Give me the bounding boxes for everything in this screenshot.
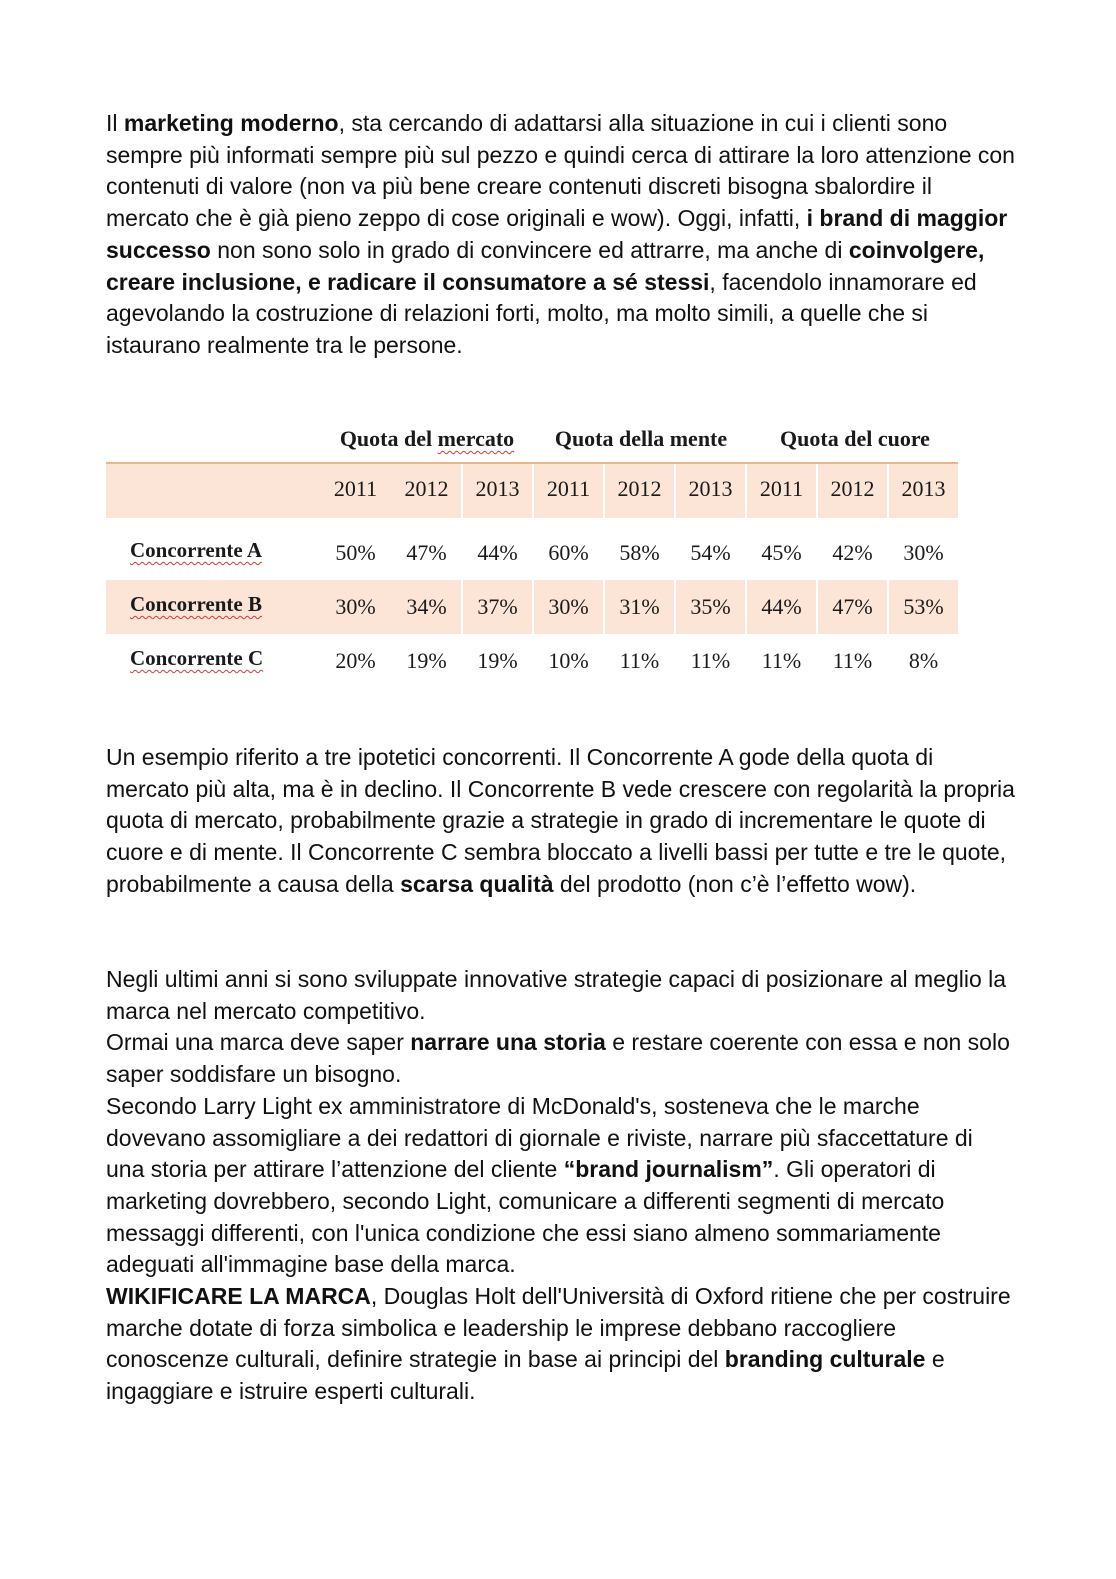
wikificare-line: WIKIFICARE LA MARCA, Douglas Holt dell'Università di Oxford ritiene che per costruire marche dotate di forza simbolica e leadership le imprese debbano raccogliere conoscenze culturali, definire strategie in base ai principi del branding culturale e ingaggiare e istruire esperti culturali. (106, 1283, 1011, 1405)
year-cell: 2011 (759, 476, 804, 501)
storytelling-line: Ormai una marca deve saper narrare una storia e restare coerente con essa e non solo saper soddisfare un bisogno. (106, 1029, 1010, 1088)
table-group-header (106, 418, 958, 462)
value-cell: 30% (335, 594, 376, 619)
row-label: Concorrente A (130, 538, 262, 562)
value-cell: 35% (690, 594, 731, 619)
value-cell: 11% (832, 648, 873, 673)
text-run: non sono solo in grado di convincere ed attrarre, ma anche di (210, 236, 849, 263)
value-cell: 10% (548, 648, 589, 673)
value-cell: 44% (761, 594, 802, 619)
value-cell: 60% (548, 540, 589, 565)
bold-run: marketing moderno (123, 110, 339, 136)
table-row (106, 634, 958, 688)
value-cell: 31% (619, 594, 660, 619)
brand-journalism-line: Secondo Larry Light ex amministratore di McDonald's, sosteneva che le marche dovevano assomigliare a dei redattori di giornale e riviste, narrare più sfaccettature di una storia per attirare l’attenzione del cliente “brand journalism”. Gli operatori di marketing dovrebbero, secondo Light, comunicare a differenti segmenti di mercato messaggi differenti, con l'unica condizione che essi siano almeno sommariamente adeguati all'immagine base della marca. (106, 1092, 973, 1278)
year-cell: 2012 (404, 476, 449, 501)
year-cell: 2012 (830, 476, 875, 501)
value-cell: 47% (406, 540, 447, 565)
text-run: Il (106, 110, 124, 136)
value-cell: 37% (477, 594, 518, 619)
text-run: , sta cercando di adattarsi alla situazione in cui i clienti sono sempre più informati sempre più sul pezzo e quindi cerca di attirare la loro attenzione con contenuti di valore (non va più bene creare contenuti discreti bisogna sbalordire il mercato che è già pieno zeppo di cose originali e wow). Oggi, infatti, (106, 110, 1015, 232)
value-cell: 19% (477, 648, 518, 673)
value-cell: 11% (761, 648, 802, 673)
value-cell: 20% (335, 648, 376, 673)
intro-paragraph (106, 108, 1016, 362)
strategies-section (106, 964, 1016, 1408)
table-row (106, 526, 958, 580)
bold-run: scarsa qualità (400, 870, 554, 897)
group-header-mercato: Quota del mercato (339, 426, 515, 451)
bold-run: i brand di maggior successo (106, 205, 1008, 263)
value-cell: 53% (903, 594, 944, 619)
table-row (106, 580, 958, 634)
value-cell: 44% (477, 540, 518, 565)
value-cell: 19% (406, 648, 447, 673)
year-cell: 2013 (901, 476, 946, 501)
value-cell: 42% (832, 540, 873, 565)
value-cell: 11% (619, 648, 660, 673)
year-cell: 2012 (617, 476, 662, 501)
group-header-cuore: Quota del cuore (780, 426, 930, 451)
strategies-intro: Negli ultimi anni si sono sviluppate innovative strategie capaci di posizionare al meglio la marca nel mercato competitivo. (106, 966, 1007, 1024)
year-header-row (106, 464, 958, 518)
row-label: Concorrente C (130, 646, 264, 670)
text-run: Un esempio riferito a tre ipotetici concorrenti. Il Concorrente A gode della quota di mercato più alta, ma è in declino. Il Concorrente B vede crescere con regolarità la propria quota di mercato, probabilmente grazie a strategie in grado di incrementare le quote di cuore e di mente. Il Concorrente C sembra bloccato a livelli bassi per tutte e tre le quote, probabilmente a causa della (106, 744, 1015, 897)
example-paragraph (106, 742, 1016, 901)
value-cell: 34% (406, 594, 447, 619)
value-cell: 8% (908, 648, 939, 673)
year-cell: 2013 (688, 476, 733, 501)
bold-run: coinvolgere, creare inclusione, e radicare il consumatore a sé stessi (106, 236, 985, 295)
value-cell: 30% (903, 540, 944, 565)
value-cell: 54% (690, 540, 731, 565)
value-cell: 50% (335, 540, 376, 565)
text-run: , facendolo innamorare ed agevolando la costruzione di relazioni forti, molto, ma molto simili, a quelle che si istaurano realmente tra le persone. (106, 268, 977, 358)
group-header-mente: Quota della mente (554, 426, 728, 451)
row-label: Concorrente B (130, 592, 262, 616)
year-cell: 2013 (475, 476, 520, 501)
value-cell: 30% (548, 594, 589, 619)
text-run: del prodotto (non c’è l’effetto wow). (553, 870, 917, 897)
year-cell: 2011 (333, 476, 378, 501)
year-cell: 2011 (546, 476, 591, 501)
value-cell: 45% (761, 540, 802, 565)
value-cell: 11% (690, 648, 731, 673)
value-cell: 58% (619, 540, 660, 565)
value-cell: 47% (832, 594, 873, 619)
